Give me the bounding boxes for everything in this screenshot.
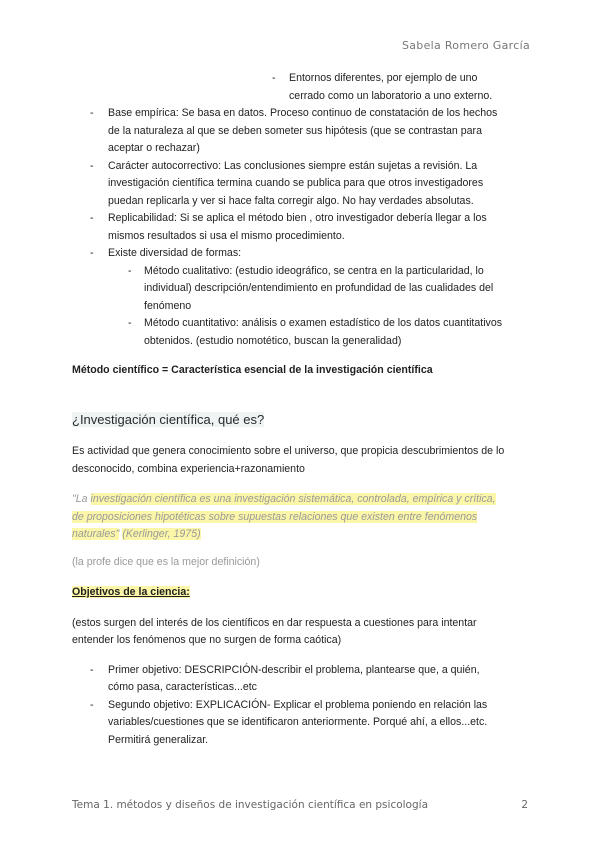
page-content xyxy=(72,70,532,749)
definition-paragraph xyxy=(72,443,532,478)
kerlinger-quote xyxy=(72,491,532,544)
quote-citation: (Kerlinger, 1975) xyxy=(122,528,201,540)
quote-line: naturales" xyxy=(72,528,120,540)
text-line: Replicabilidad: Si se aplica el método bien , otro investigador debería llegar a los xyxy=(108,212,487,224)
objectives-list xyxy=(72,662,532,750)
list-item xyxy=(72,210,532,245)
text-line: aceptar o rechazar) xyxy=(108,142,200,154)
text-line: Entornos diferentes, por ejemplo de uno xyxy=(289,72,478,84)
text-line: individual) descripción/entendimiento en profundidad de las cualidades del xyxy=(144,282,494,294)
text-line: Es actividad que genera conocimiento sobre el universo, que propicia descubrimientos de lo xyxy=(72,445,505,457)
list-item xyxy=(72,315,532,350)
page-number: 2 xyxy=(521,799,528,811)
list-item xyxy=(72,70,532,105)
list-item xyxy=(72,662,532,697)
text-line: Método cuantitativo: análisis o examen estadístico de los datos cuantitativos xyxy=(144,317,503,329)
bold-statement: Método científico = Característica esencial de la investigación científica xyxy=(72,364,433,376)
objectives-intro xyxy=(72,615,532,650)
list-item xyxy=(72,263,532,316)
bullet-dash: - xyxy=(128,264,132,277)
bullet-dash: - xyxy=(90,159,94,172)
text-line: fenómeno xyxy=(144,299,192,312)
list-item xyxy=(72,105,532,158)
footer-title: Tema 1. métodos y diseños de investigación científica en psicología xyxy=(72,799,429,811)
text-line: Primer objetivo: DESCRIPCIÓN-describir el problema, plantearse que, a quién, xyxy=(108,663,480,676)
list-item xyxy=(72,245,532,263)
list-item xyxy=(72,158,532,211)
section-heading: ¿Investigación científica, qué es? xyxy=(72,411,265,427)
section-heading-wrap xyxy=(72,411,532,431)
text-line: Segundo objetivo: EXPLICACIÓN- Explicar el problema poniendo en relación las xyxy=(108,698,488,711)
text-line: entender los fenómenos que no surgen de forma caótica) xyxy=(72,634,342,646)
text-line: de la naturaleza al que se deben someter sus hipótesis (que se contrastan para xyxy=(108,124,482,137)
text-line: Base empírica: Se basa en datos. Proceso continuo de constatación de los hechos xyxy=(108,107,498,119)
bullet-dash: - xyxy=(272,72,276,84)
text-line: puedan replicarla y ver si hace falta corregir algo. No hay verdades absolutas. xyxy=(108,194,474,207)
page-footer xyxy=(72,797,528,815)
bullet-dash: - xyxy=(90,663,94,676)
text-line: investigación científica termina cuando se publica para que otros investigadores xyxy=(108,177,484,189)
text-line: obtenidos. (estudio nomotético, buscan la generalidad) xyxy=(144,334,402,347)
quote-line: de proposiciones hipotéticas sobre supuestas relaciones que existen entre fenómenos xyxy=(72,510,478,523)
text-line: Existe diversidad de formas: xyxy=(108,247,242,259)
text-line: Carácter autocorrectivo: Las conclusiones siempre están sujetas a revisión. La xyxy=(108,159,478,172)
text-line: cerrado como un laboratorio a uno externo. xyxy=(289,89,493,102)
list-item xyxy=(72,697,532,750)
text-line: mismos resultados si usa el mismo procedimiento. xyxy=(108,229,345,242)
quote-line: investigación científica es una investigación sistemática, controlada, empírica y crítica, xyxy=(90,493,496,505)
text-line: variables/cuestiones que se identificaron anteriormente. Porqué ahí, a ellos...etc. xyxy=(108,716,488,728)
objectives-heading: Objetivos de la ciencia: xyxy=(72,586,190,598)
text-line: cómo pasa, características...etc xyxy=(108,681,257,693)
bullet-dash: - xyxy=(90,698,94,711)
bullet-dash: - xyxy=(90,212,94,224)
bullet-dash: - xyxy=(90,107,94,119)
quote-open: "La xyxy=(72,493,91,505)
text-line: (estos surgen del interés de los científicos en dar respuesta a cuestiones para intentar xyxy=(72,616,477,629)
text-line: desconocido, combina experiencia+razonamiento xyxy=(72,462,305,475)
objectives-heading-wrap xyxy=(72,584,532,602)
author-name: Sabela Romero García xyxy=(401,39,530,52)
bullet-dash: - xyxy=(128,317,132,329)
text-line: Permitirá generalizar. xyxy=(108,733,209,746)
text-line: Método cualitativo: (estudio ideográfico, se centra en la particularidad, lo xyxy=(144,264,484,277)
note: (la profe dice que es la mejor definición) xyxy=(72,555,260,568)
bullet-dash: - xyxy=(90,247,94,259)
